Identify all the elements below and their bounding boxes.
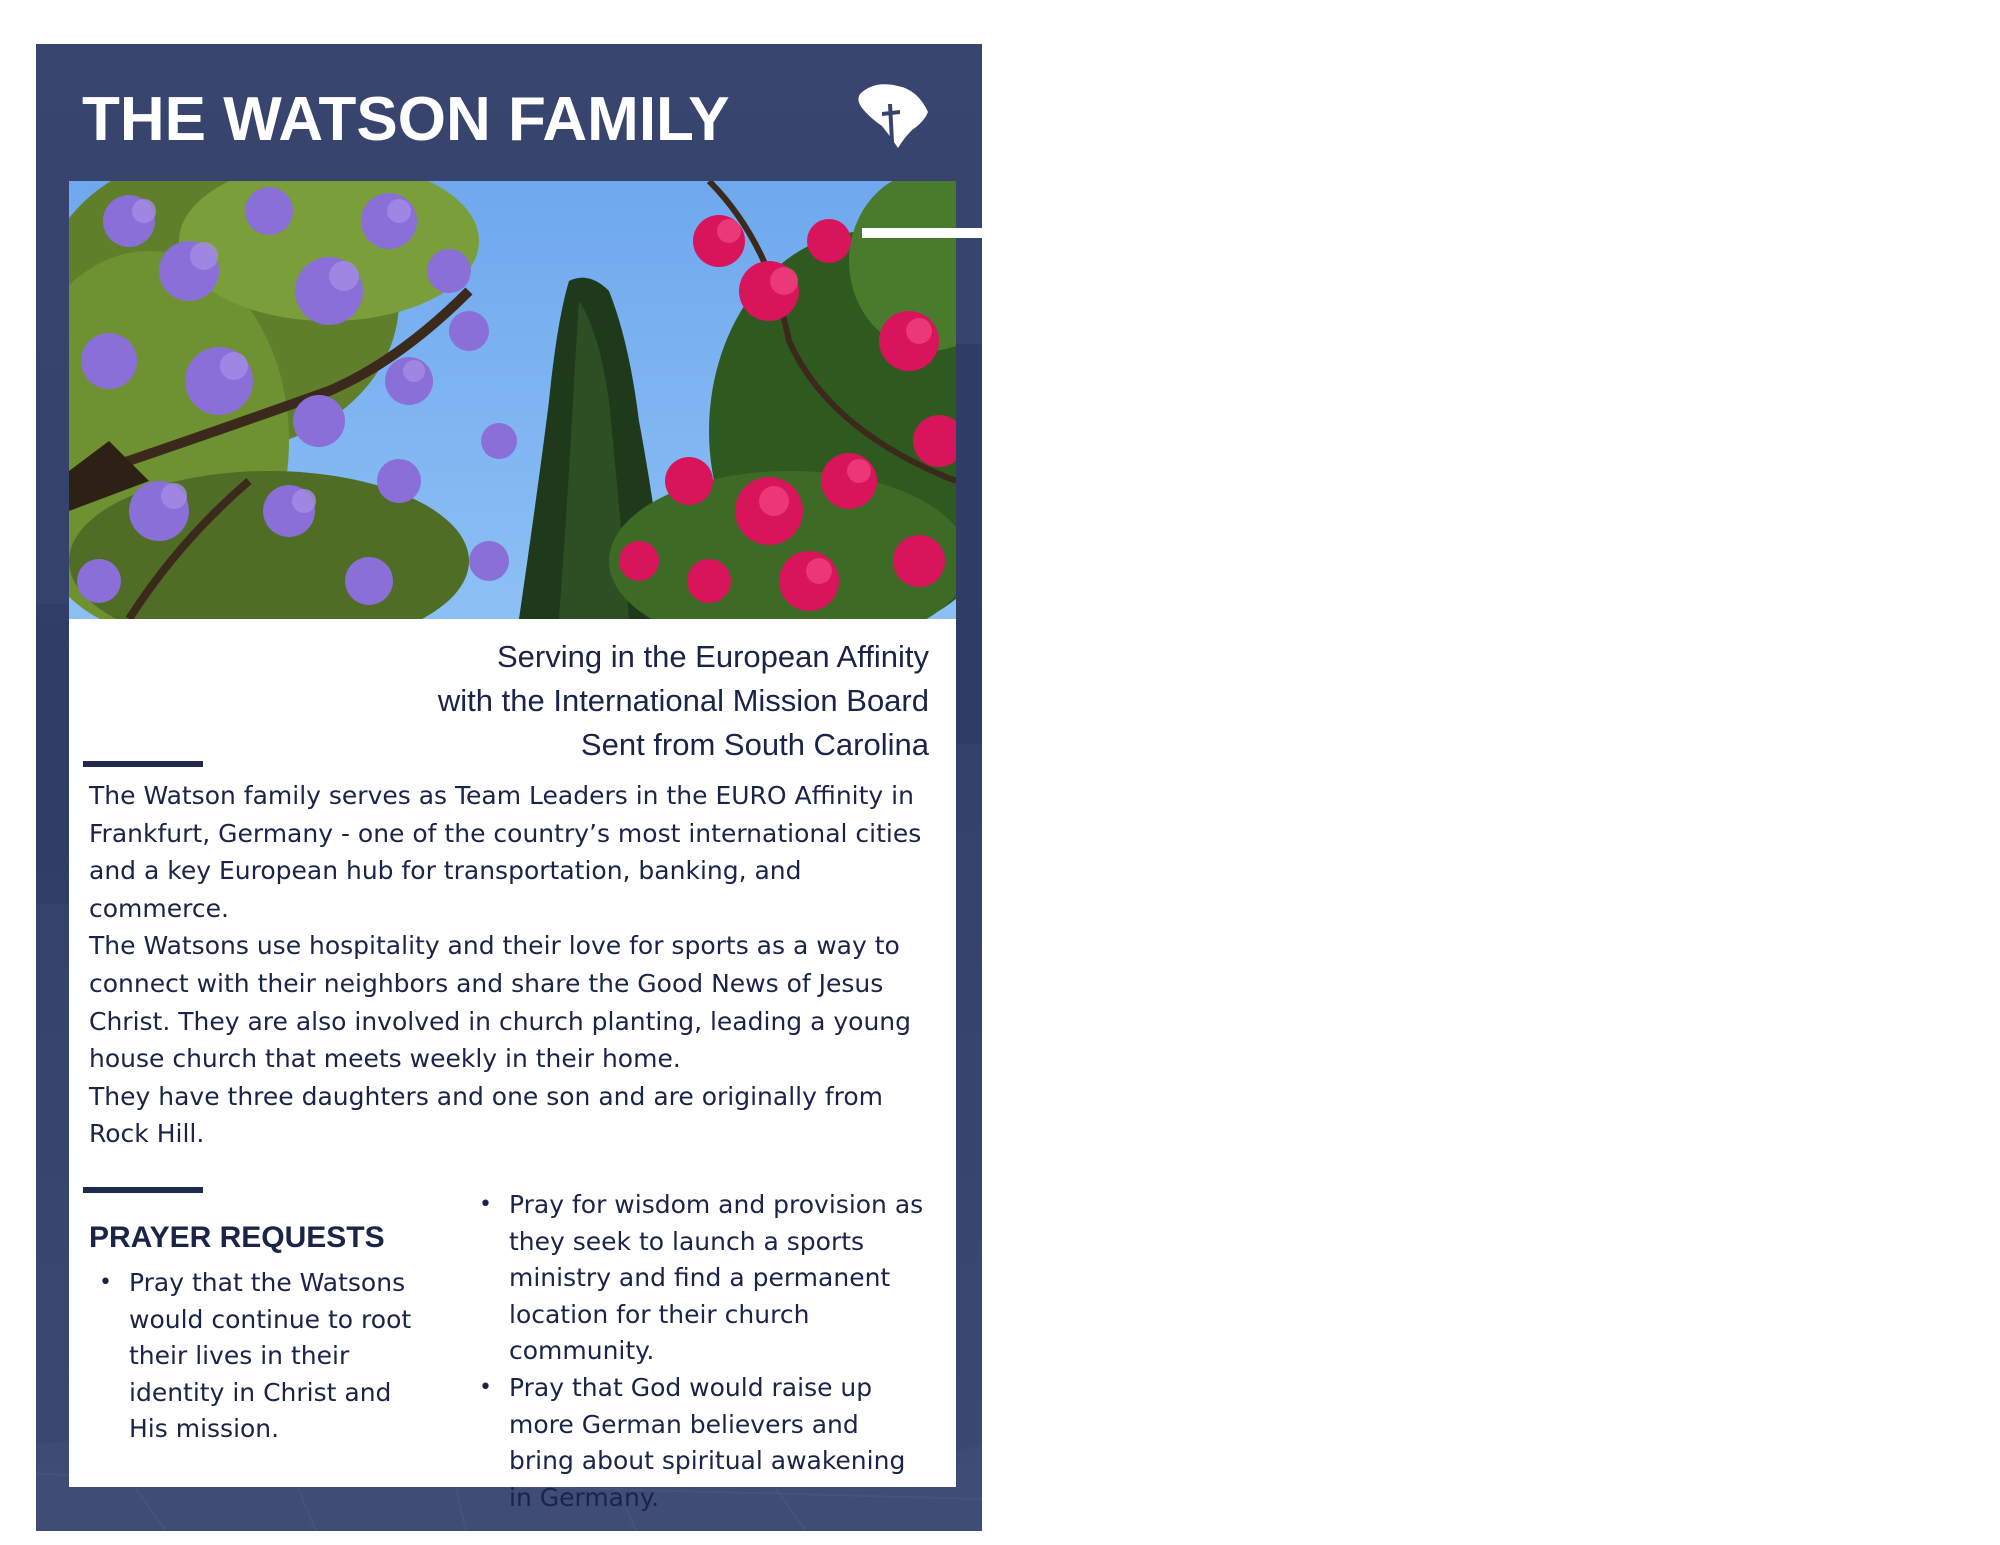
accent-line: [862, 228, 982, 238]
prayer-item: • Pray for wisdom and provision as they seek to launch a sports ministry and find a permanent location for their church community.: [469, 1187, 929, 1370]
jacaranda-bougainvillea-photo: [69, 181, 956, 619]
missionary-card: [36, 44, 982, 1531]
family-title: THE WATSON FAMILY: [82, 85, 730, 154]
prayer-item: • Pray that the Watsons would continue to root their lives in their identity in Christ and His mission.: [89, 1265, 429, 1448]
intro-paragraph-1: The Watson family serves as Team Leaders in the EURO Affinity in Frankfurt, Germany - one of the country’s most international cities and a key European hub for transportation, banking, and commerce.: [89, 781, 922, 923]
serving-line-2: with the International Mission Board: [437, 683, 929, 718]
serving-block: [229, 635, 929, 767]
prayer-list-left: [89, 1265, 429, 1448]
prayer-list-right: [469, 1187, 929, 1516]
south-carolina-cross-icon: [852, 78, 932, 148]
prayer-requests-heading: PRAYER REQUESTS: [89, 1221, 385, 1254]
section-divider: [83, 761, 203, 767]
content-panel: [69, 619, 956, 1512]
section-divider: [83, 1187, 203, 1193]
prayer-item: • Pray that God would raise up more German believers and bring about spiritual awakening in Germany.: [469, 1370, 929, 1516]
intro-paragraph-2: The Watsons use hospitality and their love for sports as a way to connect with their neighbors and share the Good News of Jesus Christ. They are also involved in church planting, leading a young house church that meets weekly in their home.: [89, 931, 912, 1074]
serving-line-3: Sent from South Carolina: [580, 727, 929, 762]
intro-paragraph-3: They have three daughters and one son and are originally from Rock Hill.: [89, 1081, 884, 1149]
intro-text: [89, 777, 949, 1153]
serving-line-1: Serving in the European Affinity: [497, 639, 929, 674]
